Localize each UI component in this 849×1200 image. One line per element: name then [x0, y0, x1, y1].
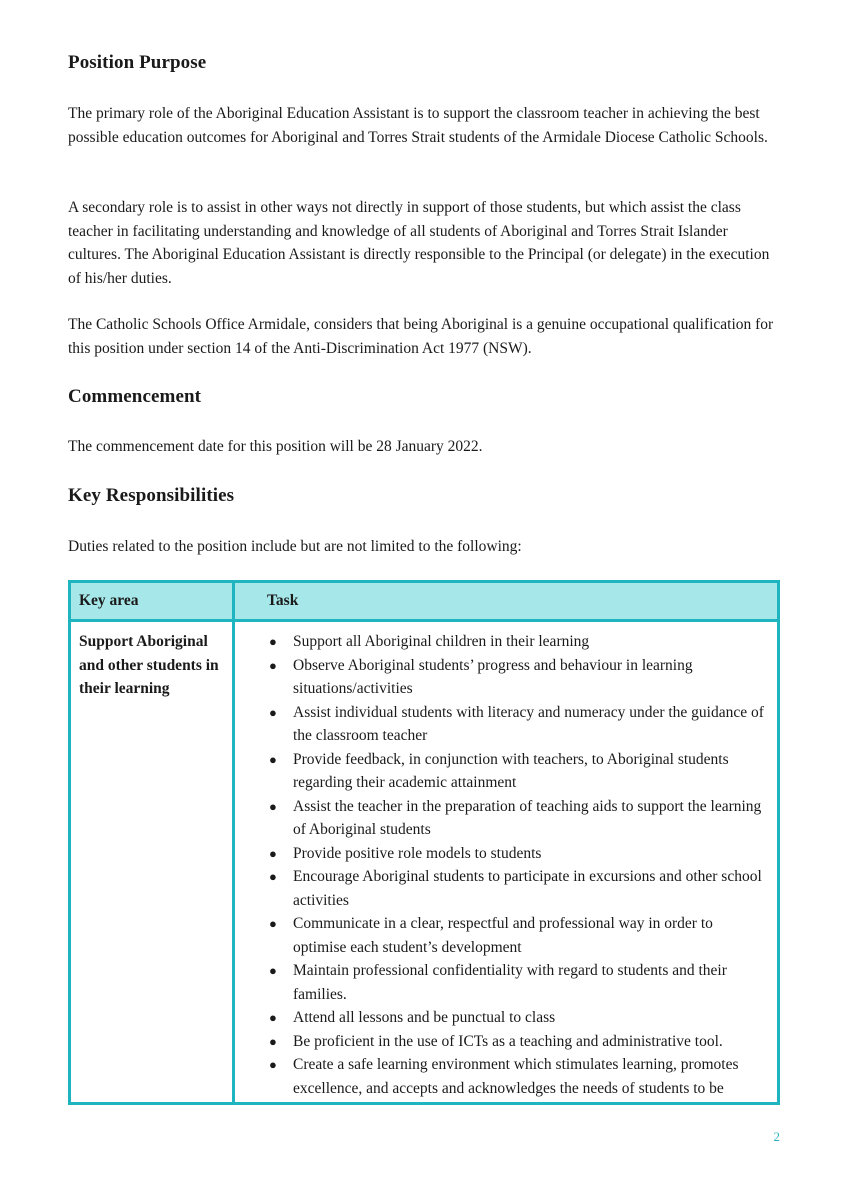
- bullet-icon: ●: [269, 798, 277, 814]
- task-text: Provide feedback, in conjunction with teachers, to Aboriginal students regarding their academic attainment: [293, 750, 729, 791]
- list-item: [243, 865, 769, 912]
- bullet-icon: ●: [269, 634, 277, 649]
- task-text: Support all Aboriginal children in their learning: [293, 633, 590, 650]
- position-purpose-heading: Position Purpose: [68, 52, 207, 73]
- responsibilities-table: [68, 580, 780, 1105]
- bullet-icon: ●: [269, 869, 277, 884]
- task-cell: [234, 621, 779, 1104]
- key-area-cell: Support Aboriginal and other students in their learning: [70, 621, 234, 1104]
- task-text: Maintain professional confidentiality with regard to students and their families.: [293, 962, 727, 1003]
- bullet-icon: ●: [269, 1033, 277, 1049]
- bullet-icon: ●: [269, 916, 277, 931]
- table-row: [70, 621, 779, 1104]
- task-text: Encourage Aboriginal students to participate in excursions and other school activities: [293, 868, 762, 909]
- bullet-icon: ●: [269, 704, 277, 720]
- task-text: Observe Aboriginal students’ progress and behaviour in learning situations/activities: [293, 656, 693, 697]
- task-text: Assist individual students with literacy and numeracy under the guidance of the classroom teacher: [293, 703, 764, 744]
- list-item: [243, 1053, 769, 1100]
- task-text: Provide positive role models to students: [293, 844, 542, 862]
- list-item: [243, 842, 769, 866]
- list-item: [243, 654, 769, 701]
- list-item: [243, 912, 769, 959]
- commencement-text: The commencement date for this position will be 28 January 2022.: [68, 438, 483, 455]
- list-item: [243, 701, 769, 748]
- list-item: [243, 1006, 769, 1030]
- purpose-paragraph-3: The Catholic Schools Office Armidale, considers that being Aboriginal is a genuine occupational qualification for this position under section 14 of the Anti-Discrimination Act 1977 (NSW).: [68, 316, 774, 357]
- list-item: [243, 795, 769, 842]
- header-key-area: Key area: [70, 582, 234, 621]
- list-item: [243, 959, 769, 1006]
- task-text: Attend all lessons and be punctual to class: [293, 1009, 556, 1026]
- list-item: [243, 630, 769, 654]
- purpose-paragraph-1: The primary role of the Aboriginal Education Assistant is to support the classroom teacher in achieving the best possible education outcomes for Aboriginal and Torres Strait students of the Armidale Diocese Catholic Schools.: [68, 105, 768, 146]
- list-item: [243, 748, 769, 795]
- task-text: Create a safe learning environment which stimulates learning, promotes excellence, and accepts and acknowledges the needs of students to be: [293, 1056, 739, 1097]
- purpose-paragraph-2: A secondary role is to assist in other ways not directly in support of those students, but which assist the class teacher in facilitating understanding and knowledge of all students of Aboriginal and Torres Strait Islander cultures. The Aboriginal Education Assistant is directly responsible to the Principal (or delegate) in the execution of his/her duties.: [68, 199, 770, 287]
- task-text: Communicate in a clear, respectful and professional way in order to optimise each student’s development: [293, 915, 713, 956]
- bullet-icon: ●: [269, 1010, 277, 1025]
- bullet-icon: ●: [269, 657, 277, 673]
- task-list: [243, 630, 769, 1100]
- bullet-icon: ●: [269, 963, 277, 978]
- bullet-icon: ●: [269, 845, 277, 861]
- responsibilities-intro: Duties related to the position include but are not limited to the following:: [68, 538, 522, 555]
- commencement-heading: Commencement: [68, 386, 202, 407]
- bullet-icon: ●: [269, 751, 277, 767]
- table-header-row: [70, 582, 779, 621]
- page-number: 2: [773, 1129, 780, 1144]
- list-item: [243, 1030, 769, 1054]
- header-task: Task: [234, 582, 779, 621]
- task-text: Assist the teacher in the preparation of teaching aids to support the learning of Aboriginal students: [293, 797, 762, 838]
- task-text: Be proficient in the use of ICTs as a teaching and administrative tool.: [293, 1032, 723, 1050]
- key-responsibilities-heading: Key Responsibilities: [68, 485, 235, 506]
- bullet-icon: ●: [269, 1057, 277, 1072]
